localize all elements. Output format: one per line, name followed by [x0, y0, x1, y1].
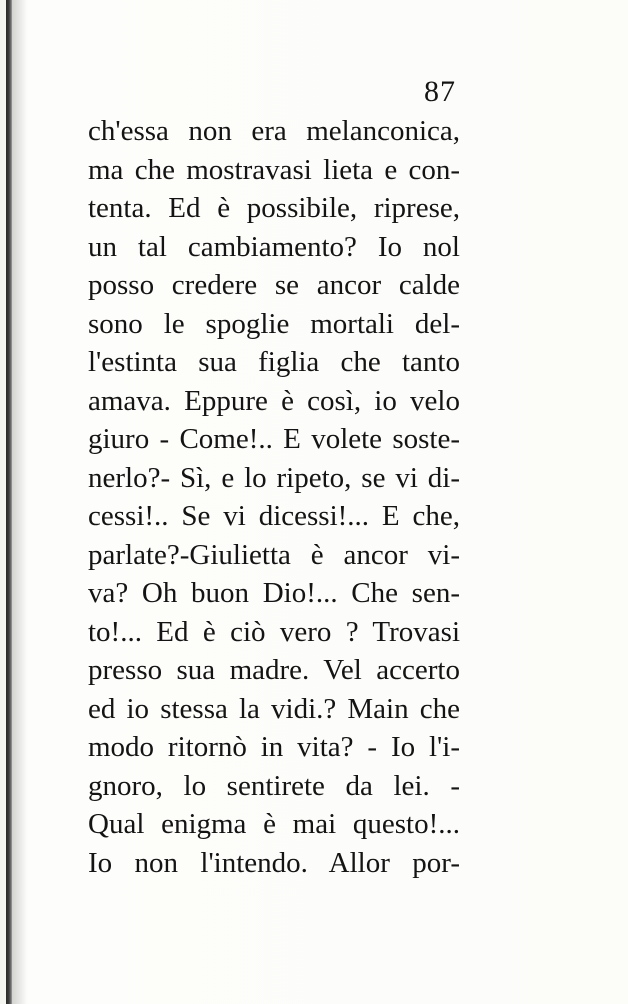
text-line: nerlo?- Sì, e lo ripeto, se vi di- [88, 461, 460, 494]
text-line: sono le spoglie mortali del- [88, 307, 460, 340]
text-line: amava. Eppure è così, io velo [88, 384, 460, 417]
text-line: ed io stessa la vidi.? Main che [88, 692, 460, 725]
text-line: un tal cambiamento? Io nol [88, 230, 460, 263]
text-line: cessi!.. Se vi dicessi!... E che, [88, 500, 460, 532]
text-line: gnoro, lo sentirete da lei. - [88, 769, 460, 802]
text-line: va? Oh buon Dio!... Che sen- [88, 577, 460, 609]
text-line: to!... Ed è ciò vero ? Trovasi [88, 615, 460, 648]
text-line: presso sua madre. Vel accerto [88, 654, 460, 686]
text-line: parlate?-Giulietta è ancor vi- [88, 538, 460, 571]
text-line: posso credere se ancor calde [88, 269, 460, 301]
body-text [88, 112, 460, 882]
text-line: modo ritornò in vita? - Io l'i- [88, 731, 460, 763]
page-number: 87 [424, 75, 456, 108]
text-line: ma che mostravasi lieta e con- [88, 153, 460, 186]
text-line: Qual enigma è mai questo!... [88, 808, 460, 840]
text-line: Io non l'intendo. Allor por- [88, 846, 460, 879]
binding-shadow [13, 0, 27, 1004]
text-line: tenta. Ed è possibile, riprese, [88, 192, 460, 224]
text-line: ch'essa non era melanconica, [88, 115, 460, 147]
binding-edge [6, 0, 13, 1004]
text-line: giuro - Come!.. E volete soste- [88, 423, 460, 455]
text-line: l'estinta sua figlia che tanto [88, 346, 460, 378]
